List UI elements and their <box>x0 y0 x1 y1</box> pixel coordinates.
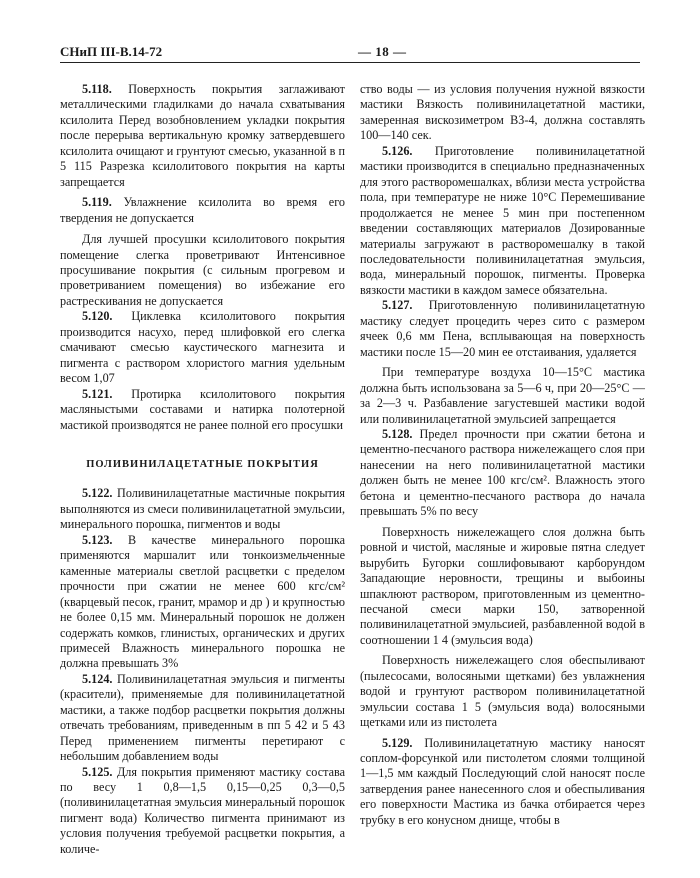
clause-text: Поливинилацетатная эмульсия и пигменты (красители), применяемые для поливинилацетатной мастики, а также подбор расцветки покрытия должны отвечать требованиям, приведенным в пп 5 42 и 5 43 Перед применением пигменты перетирают с небольшим добавлением воды <box>60 671 345 764</box>
header-rule <box>60 62 640 63</box>
paragraph-5-122 <box>60 486 345 532</box>
paragraph-5-120 <box>60 309 345 386</box>
clause-number: 5.128. <box>382 426 413 441</box>
clause-text: Поливинилацетатные мастичные покрытия выполняются из смеси поливинилацетатной эмульсии, минерального порошка, пигментов и воды <box>60 486 346 532</box>
clause-number: 5.125. <box>82 764 113 779</box>
clause-number: 5.121. <box>82 386 113 401</box>
paragraph-5-123 <box>60 533 345 672</box>
section-title: ПОЛИВИНИЛАЦЕТАТНЫЕ ПОКРЫТИЯ <box>86 458 319 470</box>
clause-text: Циклевка ксилолитового покрытия производится насухо, перед шлифовкой его слегка смачивают смесью каустического магнезита и пигмента с раствором хлористого магния удельным весом 1,07 <box>60 309 346 386</box>
page-number: — 18 — <box>358 44 407 59</box>
paragraph-5-119 <box>60 195 345 226</box>
clause-text: Приготовление поливинилацетатной мастики производится в специально предназначенных для этого растворомешалках, вблизи места устройства пола, при температуре не ниже 10°С Перемешивание продолжается не менее 5 мин при постепенном введении составляющих материалов Дозированные материалы загружают в растворомешалку в такой последовательности поливинилацетатная эмульсия, вода, минеральный порошок, пигменты. Проверка вязкости мастики в каждом замесе обязательна. <box>360 143 645 297</box>
clause-number: 5.120. <box>82 309 113 324</box>
paragraph-5-124 <box>60 672 345 765</box>
paragraph-5-121 <box>60 387 345 433</box>
paragraph-surface-dedusting: Поверхность нижележащего слоя обеспыливают (пылесосами, волосяными щетками) без увлажнения водой и грунтуют раствором поливинилацетатной эмульсии состава 1 5 (эмульсия вода) волосяными щетками или из пистолета <box>360 653 645 730</box>
clause-text: Увлажнение ксилолита во время его твердения не допускается <box>60 195 345 225</box>
document-code: СНиП III-В.14-72 <box>60 44 163 59</box>
clause-number: 5.123. <box>82 532 113 547</box>
clause-text: Поливинилацетатную мастику наносят соплом-форсункой или пистолетом слоями толщиной 1—1,5 мм каждый Последующий слой наносят после затвердения ранее нанесенного слоя и обеспыливания его поверхности Мастика из бачка отбирается через трубку в его конусном днище, чтобы в <box>360 735 646 827</box>
clause-text: Для покрытия применяют мастику состава по весу 1 0,8—1,5 0,15—0,25 0,3—0,5 (поливинилацетатная эмульсия минеральный порошок пигмент вода) Количество пигмента принимают из условия получения требуемой расцветки покрытия, а количе- <box>60 764 345 856</box>
right-column <box>360 82 645 828</box>
paragraph-5-129 <box>360 736 645 829</box>
clause-number: 5.119. <box>82 195 112 210</box>
clause-number: 5.126. <box>382 143 413 158</box>
left-column <box>60 82 345 857</box>
clause-number: 5.129. <box>382 735 413 750</box>
clause-number: 5.124. <box>82 671 113 686</box>
clause-text: Предел прочности при сжатии бетона и цементно-песчаного раствора нижележащего слоя при нанесении на него поливинилацетатной мастики должен быть не менее 100 кгс/см². Влажность этого бетона и цементно-песчаного раствора до начала превышать 5% по весу <box>360 426 646 519</box>
paragraph-5-127 <box>360 298 645 360</box>
clause-number: 5.118. <box>82 82 112 96</box>
clause-number: 5.127. <box>382 298 413 313</box>
paragraph-temperature: При температуре воздуха 10—15°С мастика должна быть использована за 5—6 ч, при 20—25°С — за 2—3 ч. Разбавление загустевшей мастики водой или поливинилацетатной эмульсией запрещается <box>360 365 645 426</box>
clause-text: В качестве минерального порошка применяются маршалит или тонкоизмельченные каменные материалы светлой расцветки с пределом прочности при сжатии не менее 600 кгс/см² (кварцевый песок, гранит, мрамор и др ) и крупностью не более 0,15 мм. Минеральный порошок не должен содержать комков, глинистых, органических и других примесей Влажность минерального порошка не должна превышать 3% <box>60 532 345 671</box>
clause-text: Протирка ксилолитового покрытия масляныстыми составами и натирка полотерной мастикой производятся не ранее полной его просушки <box>60 386 346 432</box>
paragraph-drying: Для лучшей просушки ксилолитового покрытия помещение слегка проветривают Интенсивное просушивание покрытия (с сильным прогревом и проветриванием помещения) во избежание его растрескивания не допускается <box>60 232 345 308</box>
page-header <box>60 40 640 62</box>
paragraph-5-118 <box>60 82 345 190</box>
paragraph-5-125 <box>60 765 345 858</box>
clause-number: 5.122. <box>82 486 113 501</box>
paragraph-5-128 <box>360 427 645 520</box>
clause-text: Приготовленную поливинилацетатную мастику следует процедить через сито с размером ячеек 0,6 мм Пена, всплывающая на поверхность мастики после 15—20 мин ее отстаивания, удаляется <box>360 298 645 359</box>
paragraph-surface-preparation: Поверхность нижележащего слоя должна быть ровной и чистой, масляные и жировые пятна следует вырубить Бугорки сошлифовывают карборундом Западающие неровности, трещины и выбоины шпаклюют раствором, приготовленным из цементно-песчаной смеси марки 150, затворенной поливинилацетатной эмульсией, разбавленной водой в соотношении 1 4 (эмульсия вода) <box>360 524 645 647</box>
paragraph-continuation: ство воды — из условия получения нужной вязкости мастики Вязкость поливинилацетатной мастики, замеренная вискозиметром ВЗ-4, должна составлять 100—140 сек. <box>360 82 645 143</box>
clause-text: Поверхность покрытия заглаживают металлическими гладилками до начала схватывания ксилолита Перед возобновлением укладки покрытия после перерыва вертикальную кромку затвердевшего ксилолита очищают и грунтуют смесью, указанной в п 5 115 Разрезка ксилолитового покрытия на карты запрещается <box>60 82 345 189</box>
paragraph-5-126 <box>360 144 645 299</box>
